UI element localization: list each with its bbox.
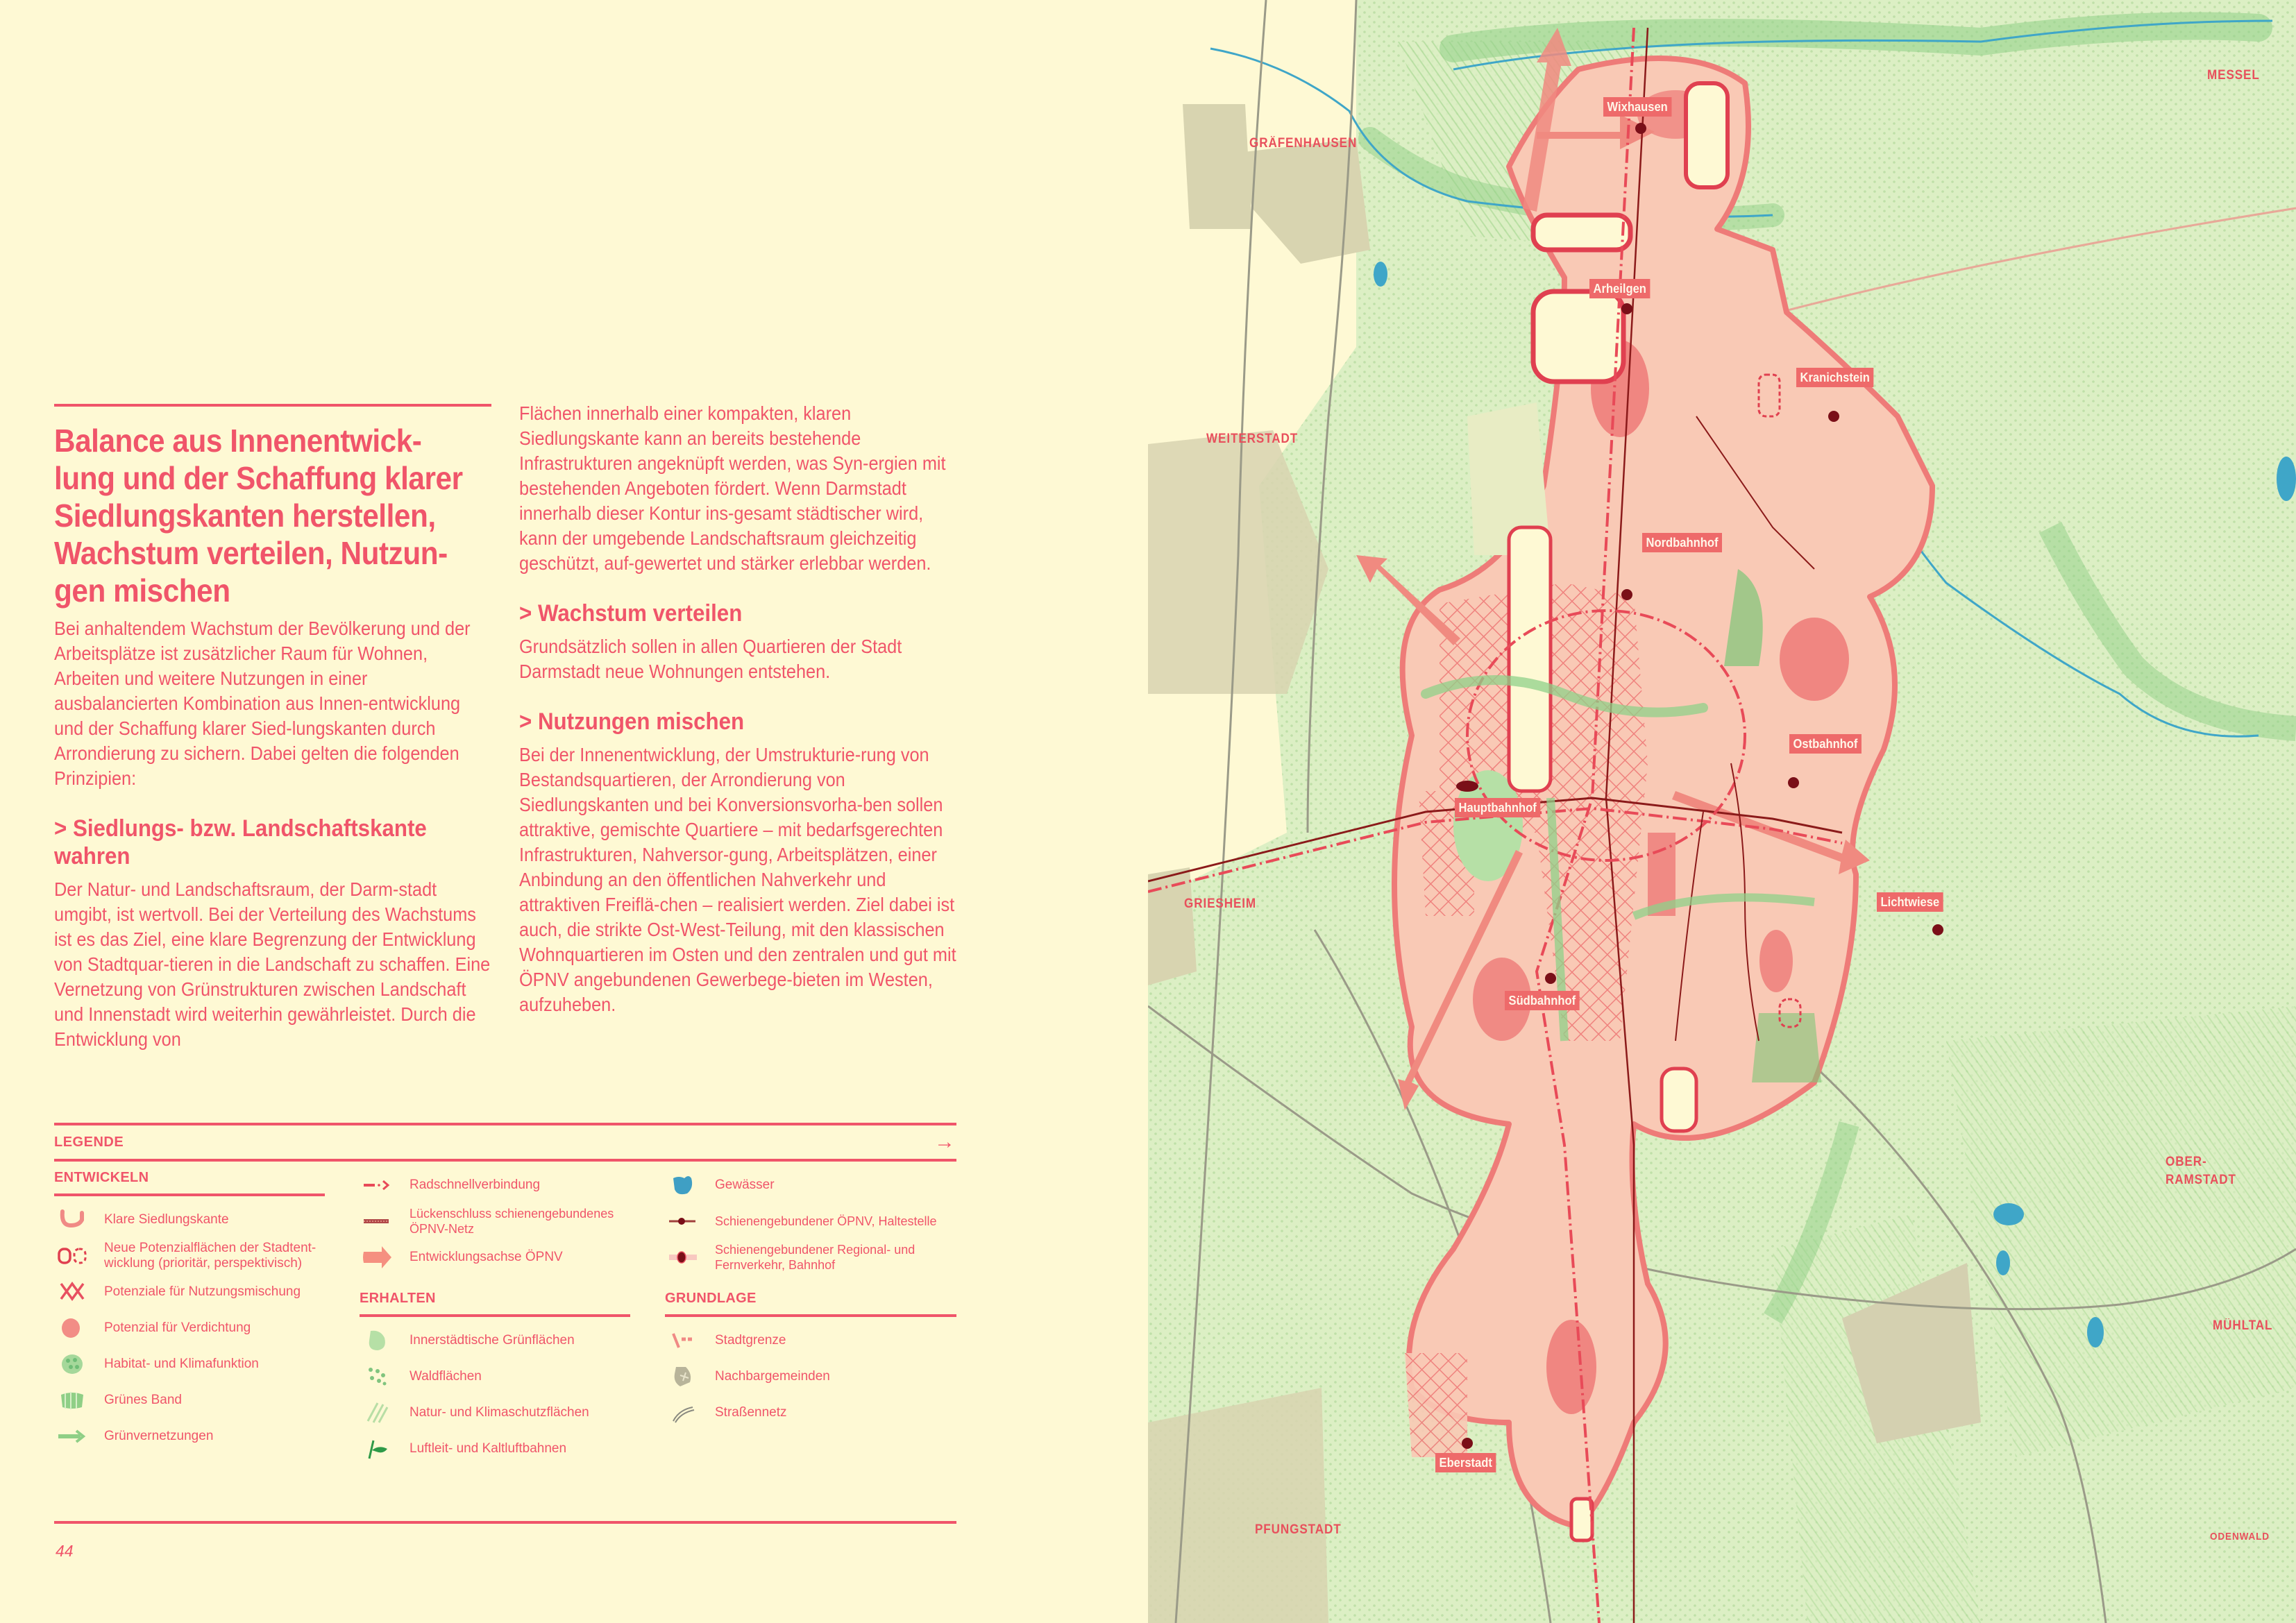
rail-gap-closure-icon — [360, 1207, 396, 1235]
place-label-ober-ramstadt-2: RAMSTADT — [2166, 1173, 2236, 1187]
map-legend — [54, 1123, 956, 1488]
place-label-odenwald: ODENWALD — [2210, 1531, 2270, 1543]
neighbor-municipality-icon — [665, 1363, 701, 1391]
legend-item: Klare Siedlungskante — [54, 1202, 325, 1238]
transit-axis-arrow-icon — [360, 1243, 396, 1271]
legend-group-title: GRUNDLAGE — [665, 1282, 956, 1317]
legend-item: Schienengebundener ÖPNV, Haltestelle — [665, 1203, 956, 1239]
legend-bottom-rule — [54, 1521, 956, 1524]
arrow-right-icon: → — [934, 1130, 955, 1153]
legend-item: Entwicklungsachse ÖPNV — [360, 1239, 630, 1275]
station-label-suedbahnhof: Südbahnhof — [1505, 991, 1580, 1010]
urban-green-icon — [360, 1327, 396, 1354]
place-label-graefenhausen: GRÄFENHAUSEN — [1249, 136, 1358, 151]
settlement-edge-icon — [54, 1206, 90, 1234]
place-label-pfungstadt: PFUNGSTADT — [1255, 1522, 1342, 1537]
legend-item: Neue Potenzialflächen der Stadtent-wicklung (prioritär, perspektivisch) — [54, 1238, 325, 1274]
cold-air-corridor-icon — [360, 1435, 396, 1463]
legend-item: Innerstädtische Grünflächen — [360, 1323, 630, 1359]
text-column-1 — [54, 0, 491, 1052]
legend-item: Gewässer — [665, 1167, 956, 1203]
legend-item: Lückenschluss schienengebundenes ÖPNV-Netz — [360, 1203, 630, 1239]
legend-item: Schienengebundener Regional- und Fernverkehr, Bahnhof — [665, 1239, 956, 1275]
section-growth-text: Grundsätzlich sollen in allen Quartieren der Stadt Darmstadt neue Wohnungen entstehen. — [519, 636, 902, 682]
regional-station-icon — [665, 1243, 701, 1271]
section-mixed-use-text: Bei der Innenentwicklung, der Umstrukturie-rung von Bestandsquartieren, der Arrondierung von Siedlungskanten und bei Konversionsvorha-ben sollen attraktive, gemischte Quartiere – mit bedarfsgerechten Infrastrukturen, Nahversor-gung, Arbeitsplätzen, einer Anbindung an den öffentlichen Nahverkehr und attraktiven Freiflä-chen – realisiert werden. Ziel dabei ist auch, die strikte Ost-West-Teilung, mit den klassischen Wohnquartieren im Osten und den zentralen und gut mit ÖPNV angebundenen Gewerbege-bieten im Westen, aufzuheben. — [519, 744, 956, 1015]
legend-item: Habitat- und Klimafunktion — [54, 1346, 325, 1382]
forest-icon — [360, 1363, 396, 1391]
station-label-arheilgen: Arheilgen — [1589, 279, 1650, 298]
legend-item: Radschnellverbindung — [360, 1167, 630, 1203]
station-label-kranichstein: Kranichstein — [1796, 368, 1873, 387]
rail-stop-icon — [665, 1207, 701, 1235]
legend-item: Straßennetz — [665, 1395, 956, 1431]
darmstadt-development-map — [1148, 0, 2296, 1623]
place-label-weiterstadt: WEITERSTADT — [1206, 432, 1299, 446]
intro-paragraph: Bei anhaltendem Wachstum der Bevölkerung und der Arbeitsplätze ist zusätzlicher Raum für Wohnen, Arbeiten und weitere Nutzungen in einer ausbalancierten Kombination aus Innen-entwicklung und der Schaffung klarer Sied-lungskanten durch Arrondierung zu sichern. Dabei gelten die folgenden Prinzipien: — [54, 618, 471, 789]
legend-item: Stadtgrenze — [665, 1323, 956, 1359]
road-network-icon — [665, 1399, 701, 1427]
legend-item: Natur- und Klimaschutzflächen — [360, 1395, 630, 1431]
legend-group-title: ERHALTEN — [360, 1282, 630, 1317]
section-heading-edges: > Siedlungs- bzw. Landschaftskante wahren — [54, 815, 427, 869]
station-label-hauptbahnhof: Hauptbahnhof — [1455, 798, 1540, 817]
place-label-muehltal: MÜHLTAL — [2213, 1318, 2273, 1333]
legend-item: Grünvernetzungen — [54, 1418, 325, 1454]
mixed-use-hatch-icon — [54, 1278, 90, 1306]
green-band-icon — [54, 1386, 90, 1414]
legend-header — [54, 1123, 956, 1162]
legend-title: LEGENDE — [54, 1134, 124, 1150]
legend-item: Grünes Band — [54, 1382, 325, 1418]
legend-item: Potenziale für Nutzungsmischung — [54, 1274, 325, 1310]
station-label-lichtwiese: Lichtwiese — [1877, 892, 1943, 912]
water-icon — [665, 1171, 701, 1199]
city-boundary-icon — [665, 1327, 701, 1354]
station-label-wixhausen: Wixhausen — [1603, 97, 1671, 117]
station-label-eberstadt: Eberstadt — [1435, 1453, 1496, 1472]
green-connection-arrow-icon — [54, 1422, 90, 1450]
legend-item: Waldflächen — [360, 1359, 630, 1395]
page-number: 44 — [56, 1542, 74, 1560]
station-label-ostbahnhof: Ostbahnhof — [1789, 734, 1862, 754]
legend-grid — [54, 1162, 956, 1488]
section-edges-text: Der Natur- und Landschaftsraum, der Darm-stadt umgibt, ist wertvoll. Bei der Verteilung des Wachstums ist es das Ziel, eine klare Begrenzung der Entwicklung von Stadtquar-tieren in die Landschaft zu schaffen. Eine Vernetzung von Grünstrukturen zwischen Landschaft und Innenstadt wird weiterhin gewährleistet. Durch die Entwicklung von — [54, 878, 491, 1050]
legend-item: Luftleit- und Kaltluftbahnen — [360, 1431, 630, 1467]
place-label-ober-ramstadt: OBER- — [2166, 1155, 2207, 1169]
legend-group-title: ENTWICKELN — [54, 1162, 325, 1196]
section-heading-growth: > Wachstum verteilen — [519, 600, 743, 627]
map-graphic — [1148, 0, 2296, 1623]
section-edges-text-continued: Flächen innerhalb einer kompakten, klaren Siedlungskante kann an bereits bestehende Infrastrukturen angeknüpft werden, was Syn-ergien mit bestehenden Angeboten fördert. Wenn Darmstadt innerhalb dieser Kontur ins-gesamt städtischer wird, kann der umgebende Landschaftsraum gleichzeitig geschützt, auf-gewertet und stärker erlebbar werden. — [519, 402, 946, 574]
potential-areas-icon — [54, 1242, 90, 1270]
place-label-griesheim: GRIESHEIM — [1184, 897, 1257, 911]
section-heading-mixed-use: > Nutzungen mischen — [519, 708, 745, 735]
bike-highway-icon — [360, 1171, 396, 1199]
text-column-2 — [519, 0, 956, 1017]
nature-protection-icon — [360, 1399, 396, 1427]
legend-group-base — [665, 1162, 956, 1431]
legend-group-entwickeln — [54, 1162, 325, 1454]
densification-icon — [54, 1314, 90, 1342]
habitat-climate-icon — [54, 1350, 90, 1378]
place-label-messel: MESSEL — [2207, 68, 2260, 83]
legend-group-transport — [360, 1162, 630, 1467]
station-label-nordbahnhof: Nordbahnhof — [1642, 533, 1722, 552]
legend-item: Nachbargemeinden — [665, 1359, 956, 1395]
page-title: Balance aus Innenentwick- lung und der Schaffung klarer Siedlungskanten herstellen, Wachstum verteilen, Nutzun- gen mischen — [54, 423, 463, 609]
headline-rule — [54, 404, 491, 407]
legend-item: Potenzial für Verdichtung — [54, 1310, 325, 1346]
